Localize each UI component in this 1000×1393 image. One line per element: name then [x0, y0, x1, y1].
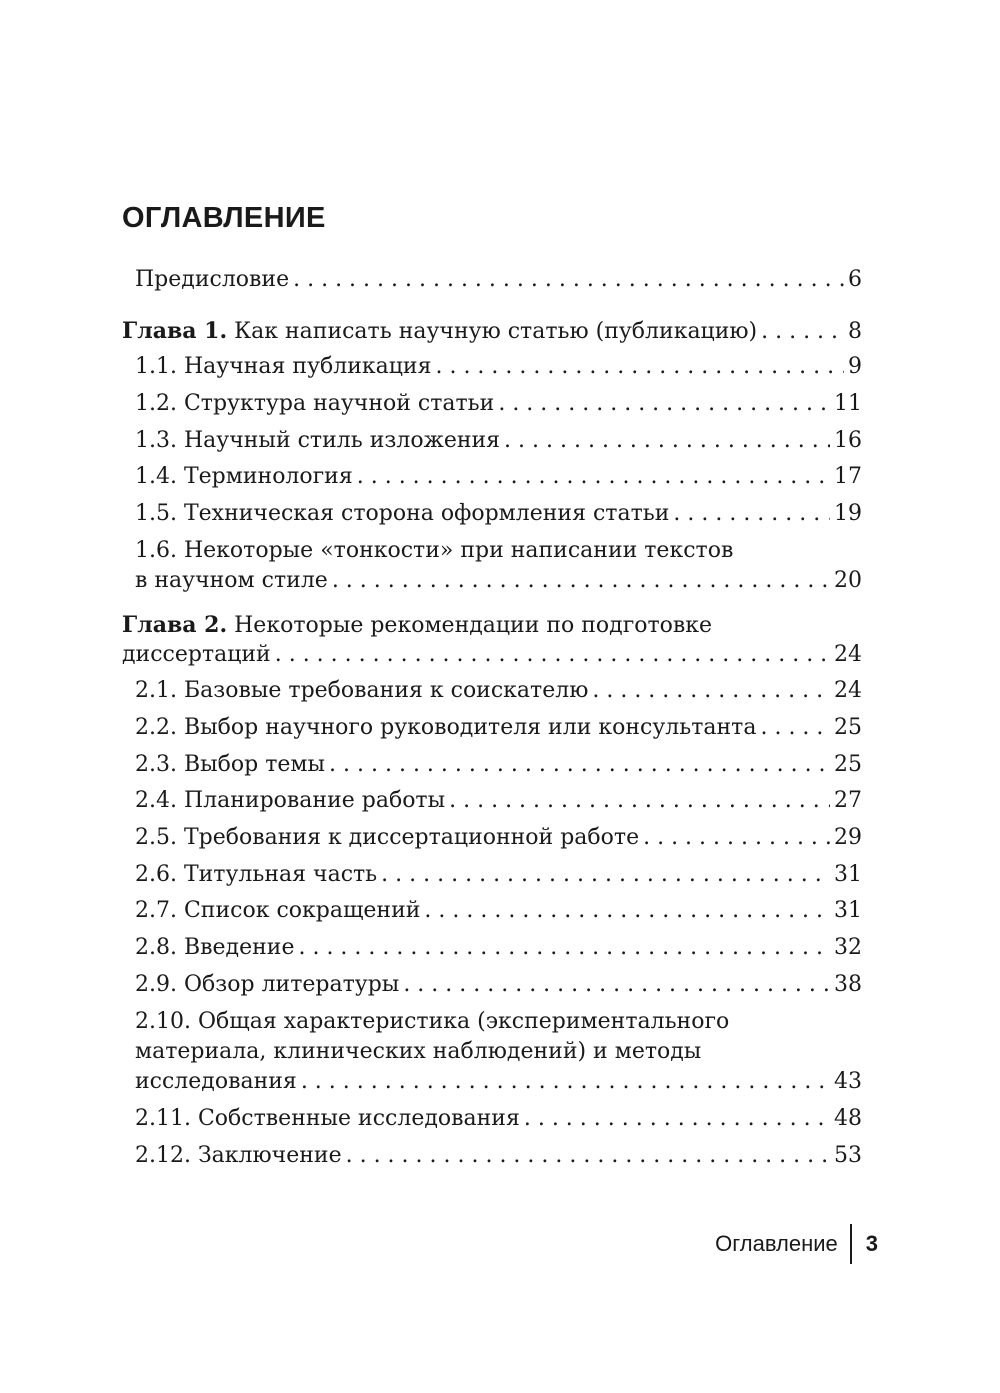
toc-entry-2-5[interactable]: 2.5. Требования к диссертационной работе . . . 29	[135, 823, 862, 853]
page-number: 32	[834, 935, 862, 960]
page-number: 25	[834, 752, 862, 777]
page-number: 8	[848, 319, 862, 344]
toc-entry-1-4[interactable]: 1.4. Терминология . . . 17	[135, 462, 862, 492]
page-number: 20	[834, 568, 862, 593]
toc-entry-2-8[interactable]: 2.8. Введение . . . 32	[135, 933, 862, 963]
toc-entry-2-10-line1: 2.10. Общая характеристика (экспериментального	[135, 1009, 730, 1034]
page-number: 17	[834, 464, 862, 489]
toc-entry-2-10[interactable]: исследования . . . 43	[135, 1067, 862, 1097]
footer-divider	[850, 1224, 852, 1264]
toc-entry-chapter-1[interactable]: Глава 1. Как написать научную статью (публикацию) . . . 8	[122, 316, 862, 347]
toc-entry-1-6[interactable]: в научном стиле . . . 20	[135, 566, 862, 596]
page-number: 43	[834, 1069, 862, 1094]
toc-entry-2-11[interactable]: 2.11. Собственные исследования . . . 48	[135, 1104, 862, 1134]
toc-entry-chapter-2-line1: Глава 2. Некоторые рекомендации по подготовке	[122, 612, 713, 638]
page-number: 29	[834, 825, 862, 850]
chapter-prefix: Глава 2.	[122, 612, 228, 638]
toc-entry-2-1[interactable]: 2.1. Базовые требования к соискателю . . . 24	[135, 676, 862, 706]
page-number: 31	[834, 898, 862, 923]
toc-entry-2-3[interactable]: 2.3. Выбор темы . . . 25	[135, 750, 862, 780]
page-number: 24	[834, 678, 862, 703]
toc-entry-preface[interactable]: Предисловие . . . 6	[135, 265, 862, 295]
toc-entry-1-3[interactable]: 1.3. Научный стиль изложения . . . 16	[135, 426, 862, 456]
footer-section-title: Оглавление	[715, 1231, 838, 1256]
toc-entry-2-2[interactable]: 2.2. Выбор научного руководителя или консультанта . . . 25	[135, 713, 862, 743]
page-number: 19	[834, 501, 862, 526]
page-number: 16	[834, 428, 862, 453]
toc-entry-2-4[interactable]: 2.4. Планирование работы . . . 27	[135, 786, 862, 816]
toc-entry-chapter-2[interactable]: диссертаций . . . 24	[122, 640, 862, 670]
page-number: 48	[834, 1106, 862, 1131]
toc-entry-2-7[interactable]: 2.7. Список сокращений . . . 31	[135, 896, 862, 926]
toc-entry-2-12[interactable]: 2.12. Заключение . . . 53	[135, 1141, 862, 1171]
page-number: 24	[834, 642, 862, 667]
footer-page-number: 3	[865, 1231, 878, 1256]
page-title: ОГЛАВЛЕНИЕ	[122, 202, 326, 234]
toc-entry-1-1[interactable]: 1.1. Научная публикация . . . 9	[135, 352, 862, 382]
running-footer	[715, 1224, 878, 1264]
toc-entry-2-9[interactable]: 2.9. Обзор литературы . . . 38	[135, 970, 862, 1000]
toc-entry-1-2[interactable]: 1.2. Структура научной статьи . . . 11	[135, 389, 862, 419]
page-number: 38	[834, 972, 862, 997]
page-number: 31	[834, 862, 862, 887]
toc-entry-2-10-line2: материала, клинических наблюдений) и методы	[135, 1039, 702, 1064]
page-number: 6	[848, 267, 862, 292]
toc-entry-1-5[interactable]: 1.5. Техническая сторона оформления статьи . . . 19	[135, 499, 862, 529]
toc-entry-2-6[interactable]: 2.6. Титульная часть . . . 31	[135, 860, 862, 890]
toc-entry-1-6-line1: 1.6. Некоторые «тонкости» при написании текстов	[135, 538, 734, 563]
chapter-prefix: Глава 1.	[122, 318, 228, 344]
page-number: 53	[834, 1143, 862, 1168]
page-number: 9	[848, 354, 862, 379]
page-number: 25	[834, 715, 862, 740]
page-number: 11	[834, 391, 862, 416]
page-number: 27	[834, 788, 862, 813]
